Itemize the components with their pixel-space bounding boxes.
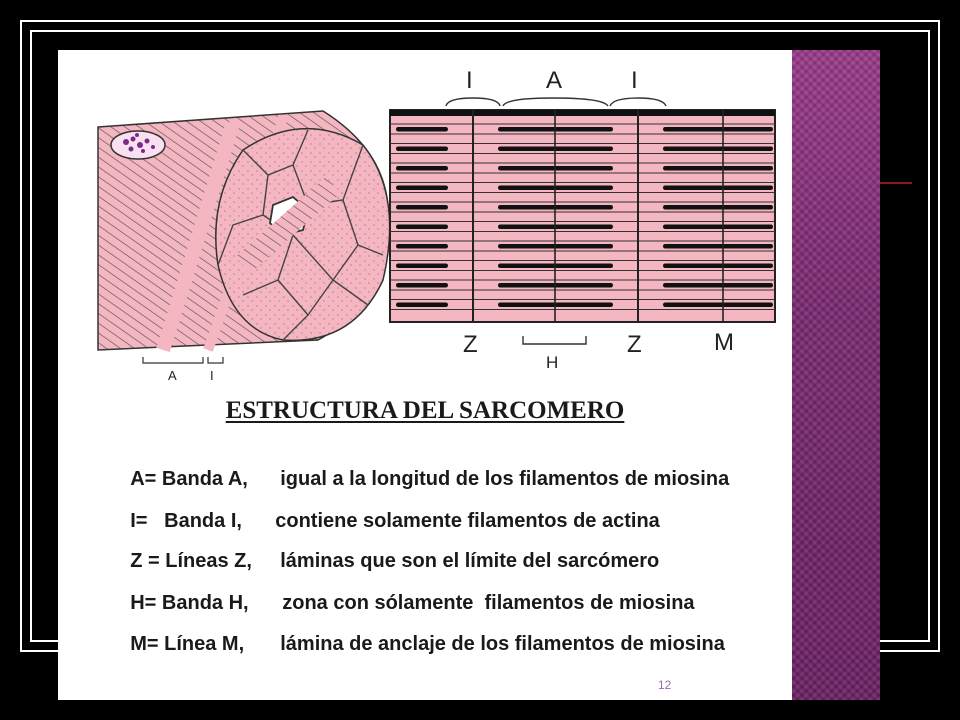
myosin-filament xyxy=(663,225,773,230)
term-z: Z = Líneas Z, xyxy=(130,550,252,572)
myosin-filament xyxy=(396,283,448,288)
myosin-filament xyxy=(663,166,773,171)
myosin-filament xyxy=(663,205,773,210)
page-title: ESTRUCTURA DEL SARCOMERO xyxy=(225,397,625,424)
myosin-filament xyxy=(396,186,448,191)
myosin-filament xyxy=(396,205,448,210)
term-i: I= Banda I, xyxy=(130,510,242,532)
label-z-1: Z xyxy=(463,331,478,358)
label-h: H xyxy=(546,353,559,372)
purple-side-band xyxy=(792,50,880,700)
term-m: M= Línea M, xyxy=(130,633,245,655)
label-i-top-2: I xyxy=(631,67,638,94)
myosin-filament xyxy=(663,264,773,269)
myosin-filament xyxy=(396,264,448,269)
myosin-filament xyxy=(663,244,773,249)
definition-row-m xyxy=(108,610,725,679)
page-number: 12 xyxy=(658,678,672,692)
sarcomere-diagram xyxy=(388,58,783,388)
myosin-filament xyxy=(396,244,448,249)
desc-i: contiene solamente filamentos de actina xyxy=(275,510,660,532)
myosin-filament xyxy=(396,225,448,230)
label-i-top-1: I xyxy=(466,67,473,94)
myosin-filament xyxy=(396,166,448,171)
desc-a: igual a la longitud de los filamentos de miosina xyxy=(280,468,730,490)
myosin-filament xyxy=(663,186,773,191)
label-a-left: A xyxy=(168,368,177,383)
myosin-filament xyxy=(396,147,448,152)
myosin-filament xyxy=(663,127,773,132)
myosin-filament xyxy=(663,303,773,308)
term-h: H= Banda H, xyxy=(130,592,249,614)
myosin-filament xyxy=(663,147,773,152)
label-z-2: Z xyxy=(627,331,642,358)
desc-m: lámina de anclaje de los filamentos de miosina xyxy=(280,633,725,655)
red-accent-line xyxy=(880,182,912,184)
slide xyxy=(58,50,792,700)
muscle-fiber-illustration xyxy=(93,105,403,405)
label-m: M xyxy=(714,329,734,356)
desc-z: láminas que son el límite del sarcómero xyxy=(280,550,660,572)
label-i-left: I xyxy=(210,368,214,383)
myosin-filament xyxy=(663,283,773,288)
desc-h: zona con sólamente filamentos de miosina xyxy=(282,592,695,614)
label-a-top: A xyxy=(546,67,563,94)
term-a: A= Banda A, xyxy=(130,468,248,490)
myosin-filament xyxy=(396,127,448,132)
myosin-filament xyxy=(396,303,448,308)
